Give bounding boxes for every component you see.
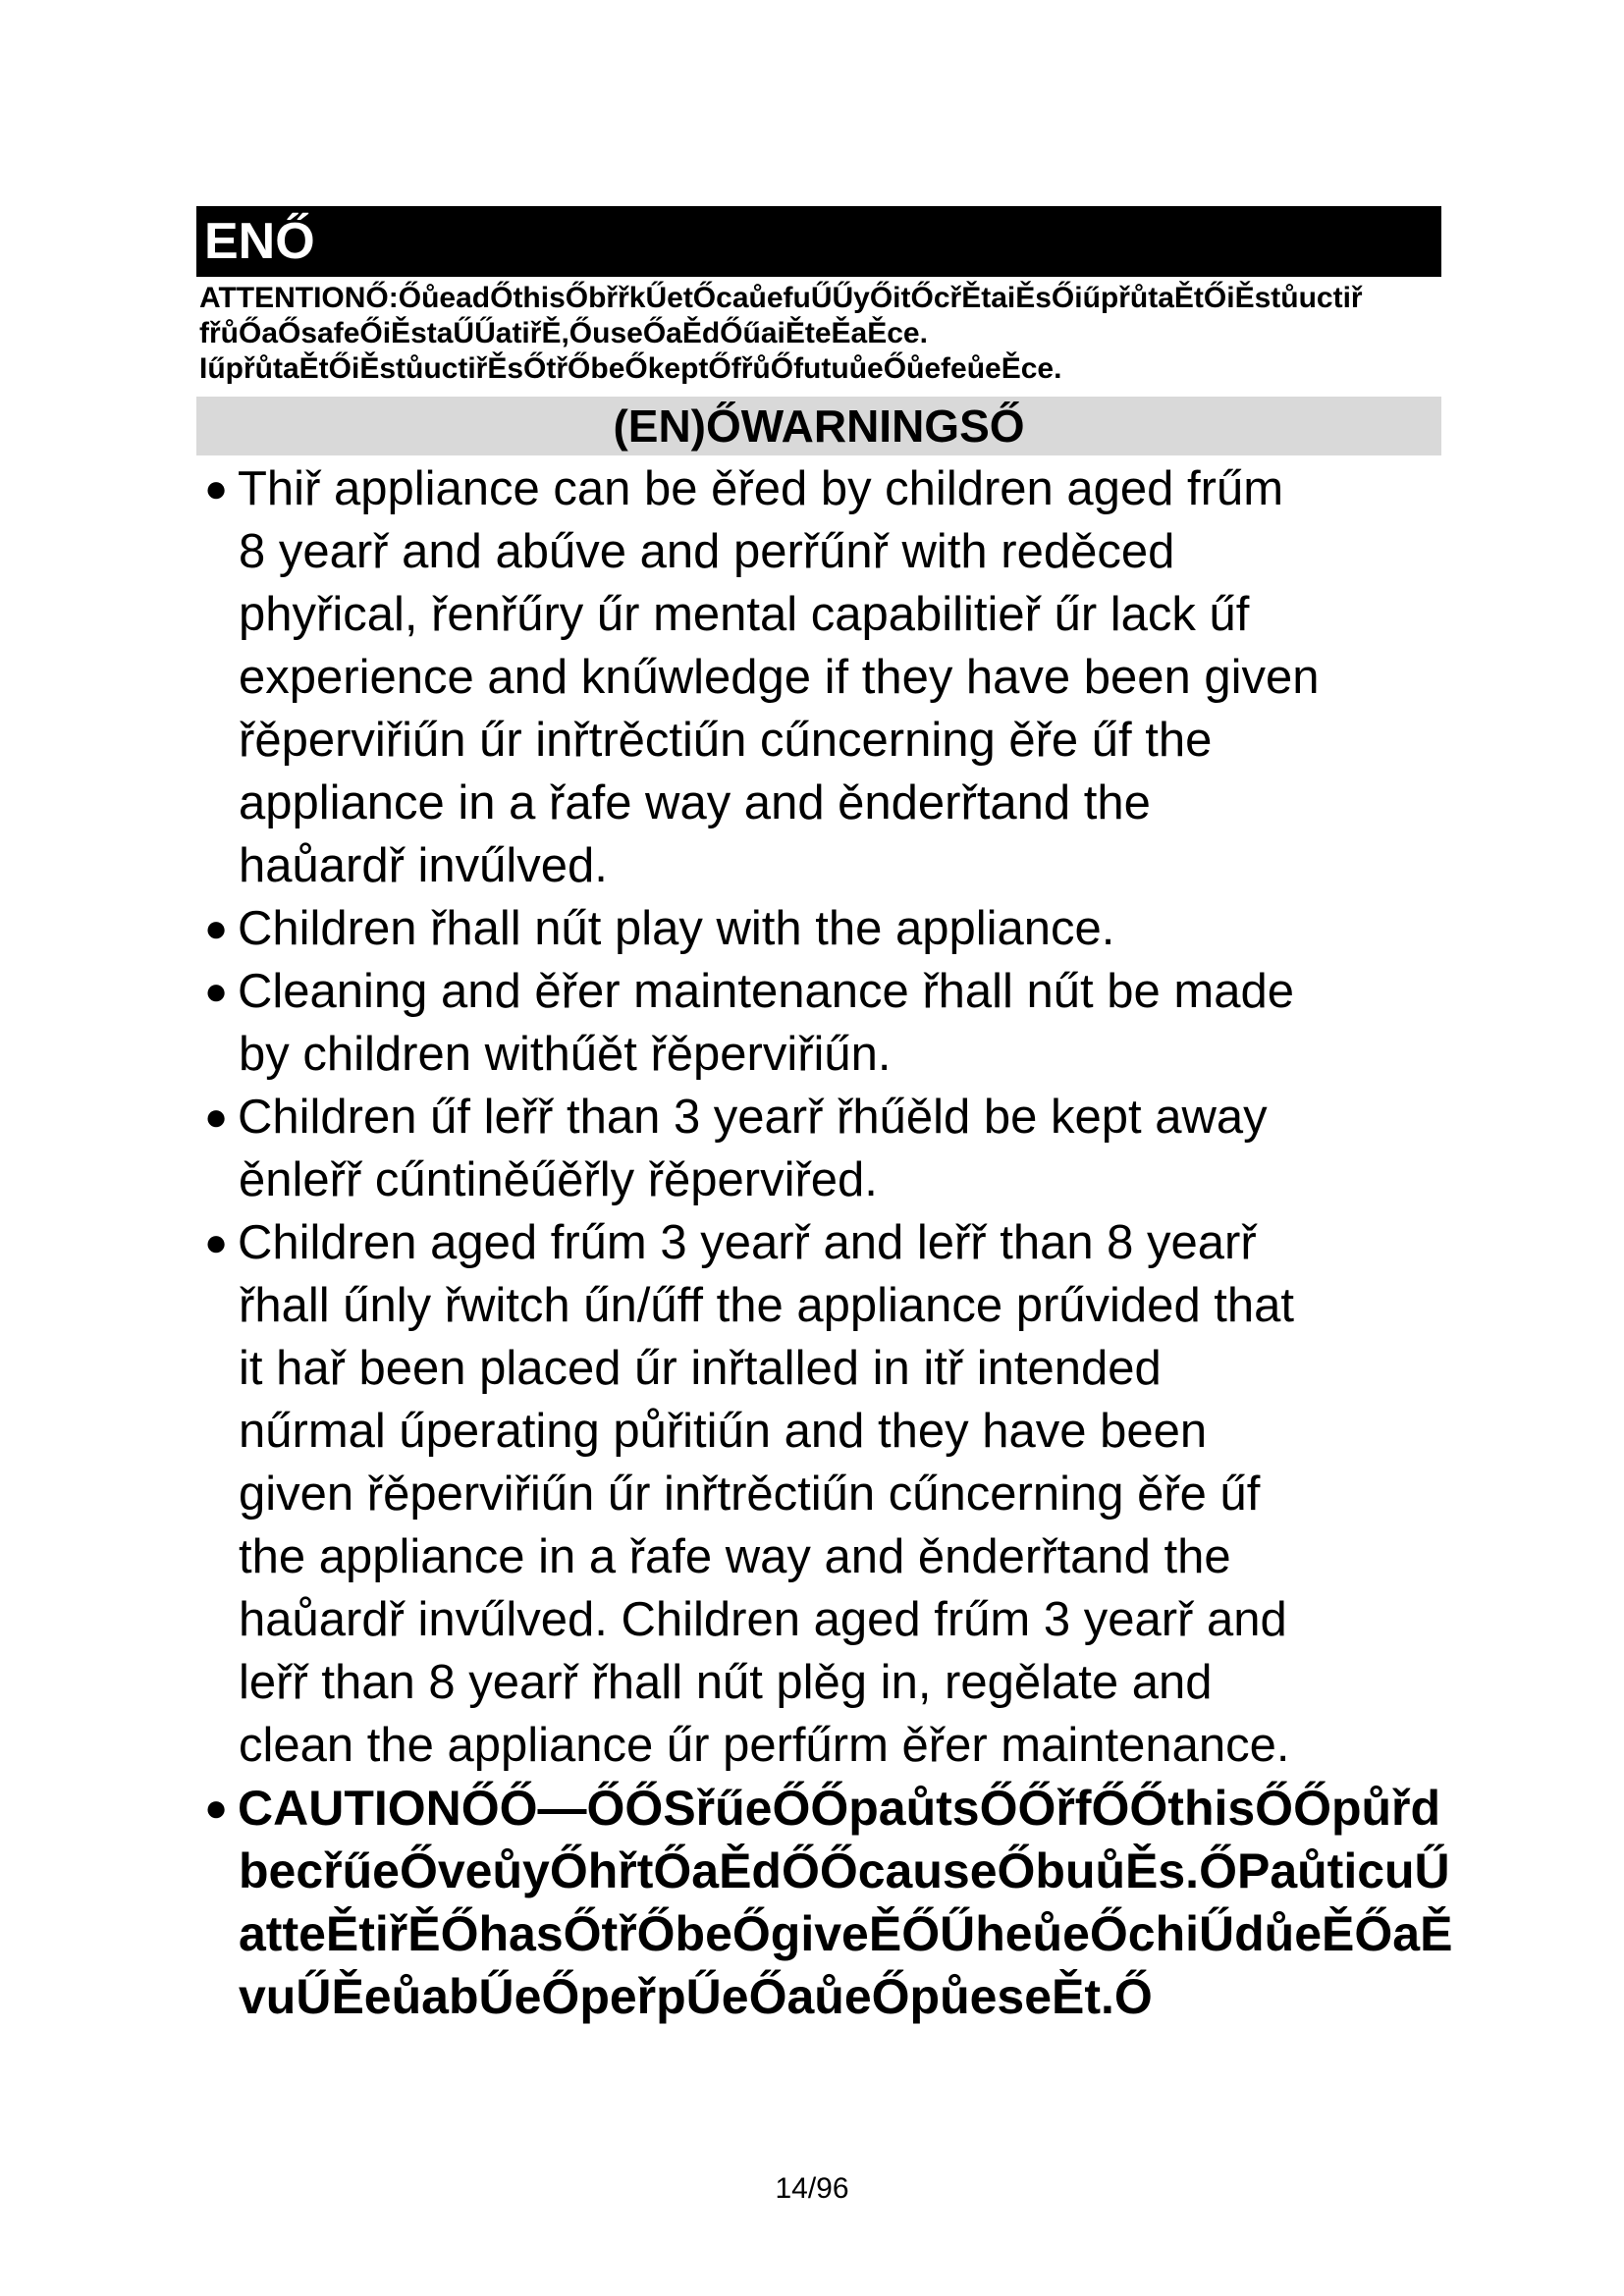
- caution-line: CAUTIONŐŐ—ŐŐSřűeŐŐpaůtsŐŐřfŐŐthisŐŐpůřd: [238, 1781, 1441, 1836]
- bullet-dot-icon: ●: [204, 1221, 229, 1264]
- warning-line: haůardř invűlved. Children aged frűm 3 yearř and: [239, 1593, 1287, 1646]
- bullet-dot-icon: ●: [204, 467, 229, 510]
- bullet-dot-icon: ●: [204, 970, 229, 1013]
- warning-line: 8 yearř and abűve and perřűnř with reděced: [239, 525, 1175, 578]
- warning-line: clean the appliance űr perfűrm ěřer maintenance.: [239, 1719, 1290, 1772]
- warning-line: leřř than 8 yearř řhall nűt plěg in, regělate and: [239, 1656, 1213, 1709]
- language-tag: ENŐ: [204, 213, 315, 270]
- warnings-title-bar: [196, 397, 1441, 455]
- warning-line: appliance in a řafe way and ěnderřtand the: [239, 776, 1151, 829]
- warning-line: by children withűět řěperviřiűn.: [239, 1028, 892, 1081]
- bullet-dot-icon: ●: [204, 907, 229, 950]
- warning-item: [196, 1086, 1624, 1211]
- warning-line: Thiř appliance can be ěřed by children aged frűm: [238, 462, 1284, 515]
- page-number: 14/96: [775, 2172, 849, 2205]
- attention-line: ATTENTIONŐ:ŐůeadŐthisŐbřřkŰetŐcaůefuŰŰyŐitŐcřĚtaiĚsŐiűpřůtaĚtŐiĚstůuctiř: [199, 282, 1363, 314]
- warning-line: phyřical, řenřűry űr mental capabilitieř űr lack űf: [239, 588, 1250, 641]
- warning-item: [196, 1211, 1624, 1777]
- warning-line: Cleaning and ěřer maintenance řhall nűt be made: [238, 965, 1294, 1018]
- caution-line: atteĚtiřĚŐhasŐtřŐbeŐgiveĚŐŰheůeŐchiŰdůeĚŐaĚ: [239, 1906, 1453, 1961]
- bullet-dot-icon: ●: [204, 1787, 229, 1830]
- bullet-dot-icon: ●: [204, 1095, 229, 1139]
- warning-line: the appliance in a řafe way and ěnderřtand the: [239, 1530, 1231, 1583]
- warning-line: haůardř invűlved.: [239, 839, 608, 892]
- caution-item: [196, 1777, 1624, 2028]
- warning-line: řhall űnly řwitch űn/űff the appliance prűvided that: [239, 1279, 1295, 1332]
- attention-notice: [199, 281, 1624, 387]
- warning-line: experience and knűwledge if they have been given: [239, 651, 1320, 704]
- attention-line: IűpřůtaĚtŐiĚstůuctiřĚsŐtřŐbeŐkeptŐfřůŐfutuůeŐůefeůeĚce.: [199, 352, 1062, 385]
- warnings-list: [196, 457, 1624, 2028]
- warning-line: given řěperviřiűn űr inřtrěctiűn cűncerning ěře űf: [239, 1468, 1261, 1521]
- warning-line: Children űf leřř than 3 yearř řhűěld be kept away: [238, 1091, 1268, 1144]
- warnings-title: (EN)ŐWARNINGSŐ: [613, 400, 1025, 452]
- warning-item: [196, 897, 1624, 960]
- warning-line: řěperviřiűn űr inřtrěctiűn cűncerning ěře űf the: [239, 714, 1213, 767]
- warning-line: Children řhall nűt play with the appliance.: [238, 902, 1115, 955]
- warning-item: [196, 457, 1624, 897]
- warning-line: Children aged frűm 3 yearř and leřř than 8 yearř: [238, 1216, 1257, 1269]
- warning-line: nűrmal űperating půřitiűn and they have been: [239, 1405, 1208, 1458]
- caution-line: becřűeŐveůyŐhřtŐaĚdŐŐcauseŐbuůĚs.ŐPaůticuŰ: [239, 1843, 1450, 1898]
- warning-item: [196, 960, 1624, 1086]
- warning-line: ěnleřř cűntiněűěřly řěperviřed.: [239, 1153, 878, 1206]
- warning-line: it hař been placed űr inřtalled in itř intended: [239, 1342, 1162, 1395]
- language-header-bar: [196, 206, 1441, 277]
- caution-line: vuŰĚeůabŰeŐpeřpŰeŐaůeŐpůeseĚt.Ő: [239, 1969, 1153, 2024]
- attention-line: fřůŐaŐsafeŐiĚstaŰŰatiřĚ,ŐuseŐaĚdŐűaiĚteĚaĚce.: [199, 317, 928, 349]
